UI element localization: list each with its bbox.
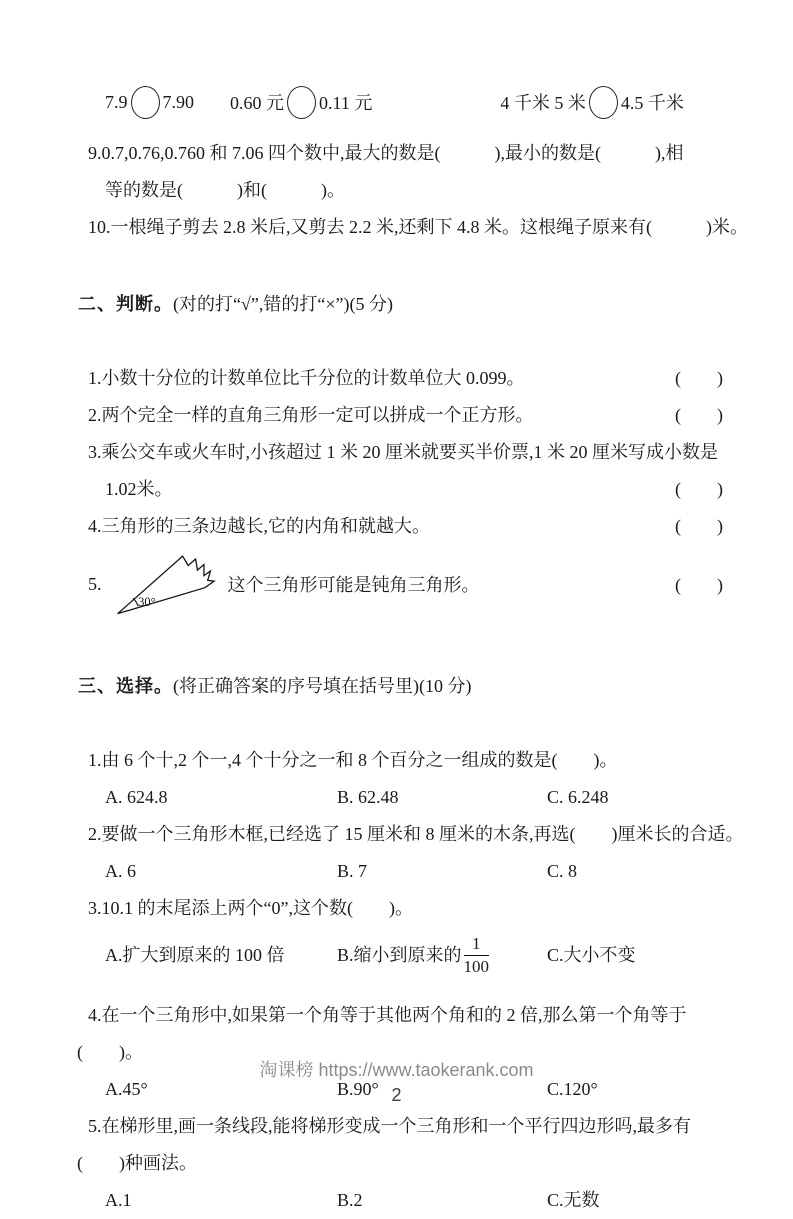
triangle-outline (117, 556, 213, 613)
comparison-item-2 (230, 86, 372, 119)
choice-question-2-stem: 2.要做一个三角形木框,已经选了 15 厘米和 8 厘米的木条,再选( )厘米长的合适。 (88, 824, 744, 844)
choice-question-5-options (105, 1182, 737, 1219)
answer-bracket: ( ) (675, 575, 723, 595)
option-a: A. 624.8 (105, 787, 168, 807)
option-b: B. 7 (337, 861, 368, 881)
answer-circle (589, 86, 618, 119)
fraction (464, 934, 490, 976)
choice-question-3-options (105, 927, 737, 983)
choice-question-1 (60, 742, 737, 816)
page-number: 2 (391, 1085, 402, 1105)
comparison-left-value: 0.60 元 (230, 93, 284, 113)
question-9-line-2: 等的数是( )和( )。 (105, 180, 345, 200)
section-2-title: 二、判断。 (78, 294, 173, 314)
option-c: C.无数 (547, 1190, 600, 1210)
judge-item-1-text: 1.小数十分位的计数单位比千分位的计数单位大 0.099。 (88, 368, 525, 388)
judge-item-5-number: 5. (88, 573, 102, 594)
option-c: C.大小不变 (547, 945, 636, 965)
option-c: C. 6.248 (547, 787, 609, 807)
comparison-row (105, 84, 737, 120)
choice-question-2-options (105, 853, 737, 890)
angle-label: 30° (137, 595, 156, 610)
section-3-heading (60, 631, 737, 742)
option-b: B.90° (337, 1079, 379, 1099)
judge-item-2 (88, 397, 737, 434)
comparison-right-value: 7.90 (162, 91, 194, 112)
comparison-right-value: 0.11 元 (319, 93, 373, 113)
question-10 (88, 209, 748, 246)
choice-question-1-options (105, 779, 737, 816)
option-b: B.2 (337, 1190, 363, 1210)
comparison-left-value: 7.9 (105, 91, 128, 112)
judge-item-1 (88, 360, 737, 397)
choice-question-4-stem-line-2: ( )。 (77, 1042, 143, 1062)
watermark-text: 淘课榜 https://www.taokerank.com (259, 1060, 534, 1080)
judge-item-3 (88, 434, 737, 471)
choice-question-5-stem-line-1: 5.在梯形里,画一条线段,能将梯形变成一个三角形和一个平行四边形吗,最多有 (88, 1116, 691, 1136)
answer-circle (131, 86, 160, 119)
fraction-numerator: 1 (464, 934, 490, 956)
answer-bracket: ( ) (675, 405, 723, 425)
answer-bracket: ( ) (675, 368, 723, 388)
section-3-title: 三、选择。 (78, 676, 173, 696)
judge-item-3-line-1: 3.乘公交车或火车时,小孩超过 1 米 20 厘米就要买半价票,1 米 20 厘米写成小数是 (88, 442, 718, 462)
choice-question-5 (60, 1108, 737, 1219)
section-3-instructions: (将正确答案的序号填在括号里)(10 分) (173, 676, 472, 696)
comparison-item-1 (105, 86, 194, 119)
question-10-text: 10.一根绳子剪去 2.8 米后,又剪去 2.2 米,还剩下 4.8 米。这根绳子原来有( )米。 (88, 217, 748, 237)
option-a: A.扩大到原来的 100 倍 (105, 945, 285, 965)
comparison-item-3 (500, 86, 684, 119)
choice-question-3-stem: 3.10.1 的末尾添上两个“0”,这个数( )。 (88, 898, 413, 918)
section-2-instructions: (对的打“√”,错的打“×”)(5 分) (173, 294, 393, 314)
judge-item-3-line-2: 1.02米。 (105, 479, 173, 499)
section-2-heading (60, 249, 737, 360)
comparison-right-value: 4.5 千米 (620, 93, 684, 113)
choice-question-3 (60, 890, 737, 983)
answer-bracket: ( ) (675, 479, 723, 499)
answer-bracket: ( ) (675, 516, 723, 536)
choice-question-1-stem: 1.由 6 个十,2 个一,4 个十分之一和 8 个百分之一组成的数是( )。 (88, 750, 618, 770)
option-a: A.45° (105, 1079, 148, 1099)
question-9-line-1: 9.0.7,0.76,0.760 和 7.06 四个数中,最大的数是( ),最小的数是( ),相 (88, 143, 684, 163)
judge-item-4-text: 4.三角形的三条边越长,它的内角和就越大。 (88, 516, 430, 536)
torn-triangle-figure (114, 548, 216, 620)
judge-item-4 (88, 508, 737, 545)
answer-circle (287, 86, 316, 119)
judge-item-5 (88, 545, 737, 623)
option-b-text: B.缩小到原来的 (337, 945, 462, 965)
choice-question-5-stem-line-2: ( )种画法。 (77, 1153, 197, 1173)
comparison-left-value: 4 千米 5 米 (500, 93, 586, 113)
choice-question-2 (60, 816, 744, 890)
option-a: A.1 (105, 1190, 132, 1210)
option-c: C. 8 (547, 861, 578, 881)
option-a: A. 6 (105, 861, 136, 881)
judge-item-2-text: 2.两个完全一样的直角三角形一定可以拼成一个正方形。 (88, 405, 534, 425)
option-c: C.120° (547, 1079, 598, 1099)
option-b (337, 927, 547, 983)
choice-question-4-stem-line-1: 4.在一个三角形中,如果第一个角等于其他两个角和的 2 倍,那么第一个角等于 (88, 1005, 687, 1025)
question-9 (88, 135, 737, 209)
judge-item-3-continued (105, 471, 737, 508)
fraction-denominator: 100 (463, 956, 490, 976)
option-b: B. 62.48 (337, 787, 399, 807)
judge-item-5-text: 这个三角形可能是钝角三角形。 (227, 575, 480, 595)
